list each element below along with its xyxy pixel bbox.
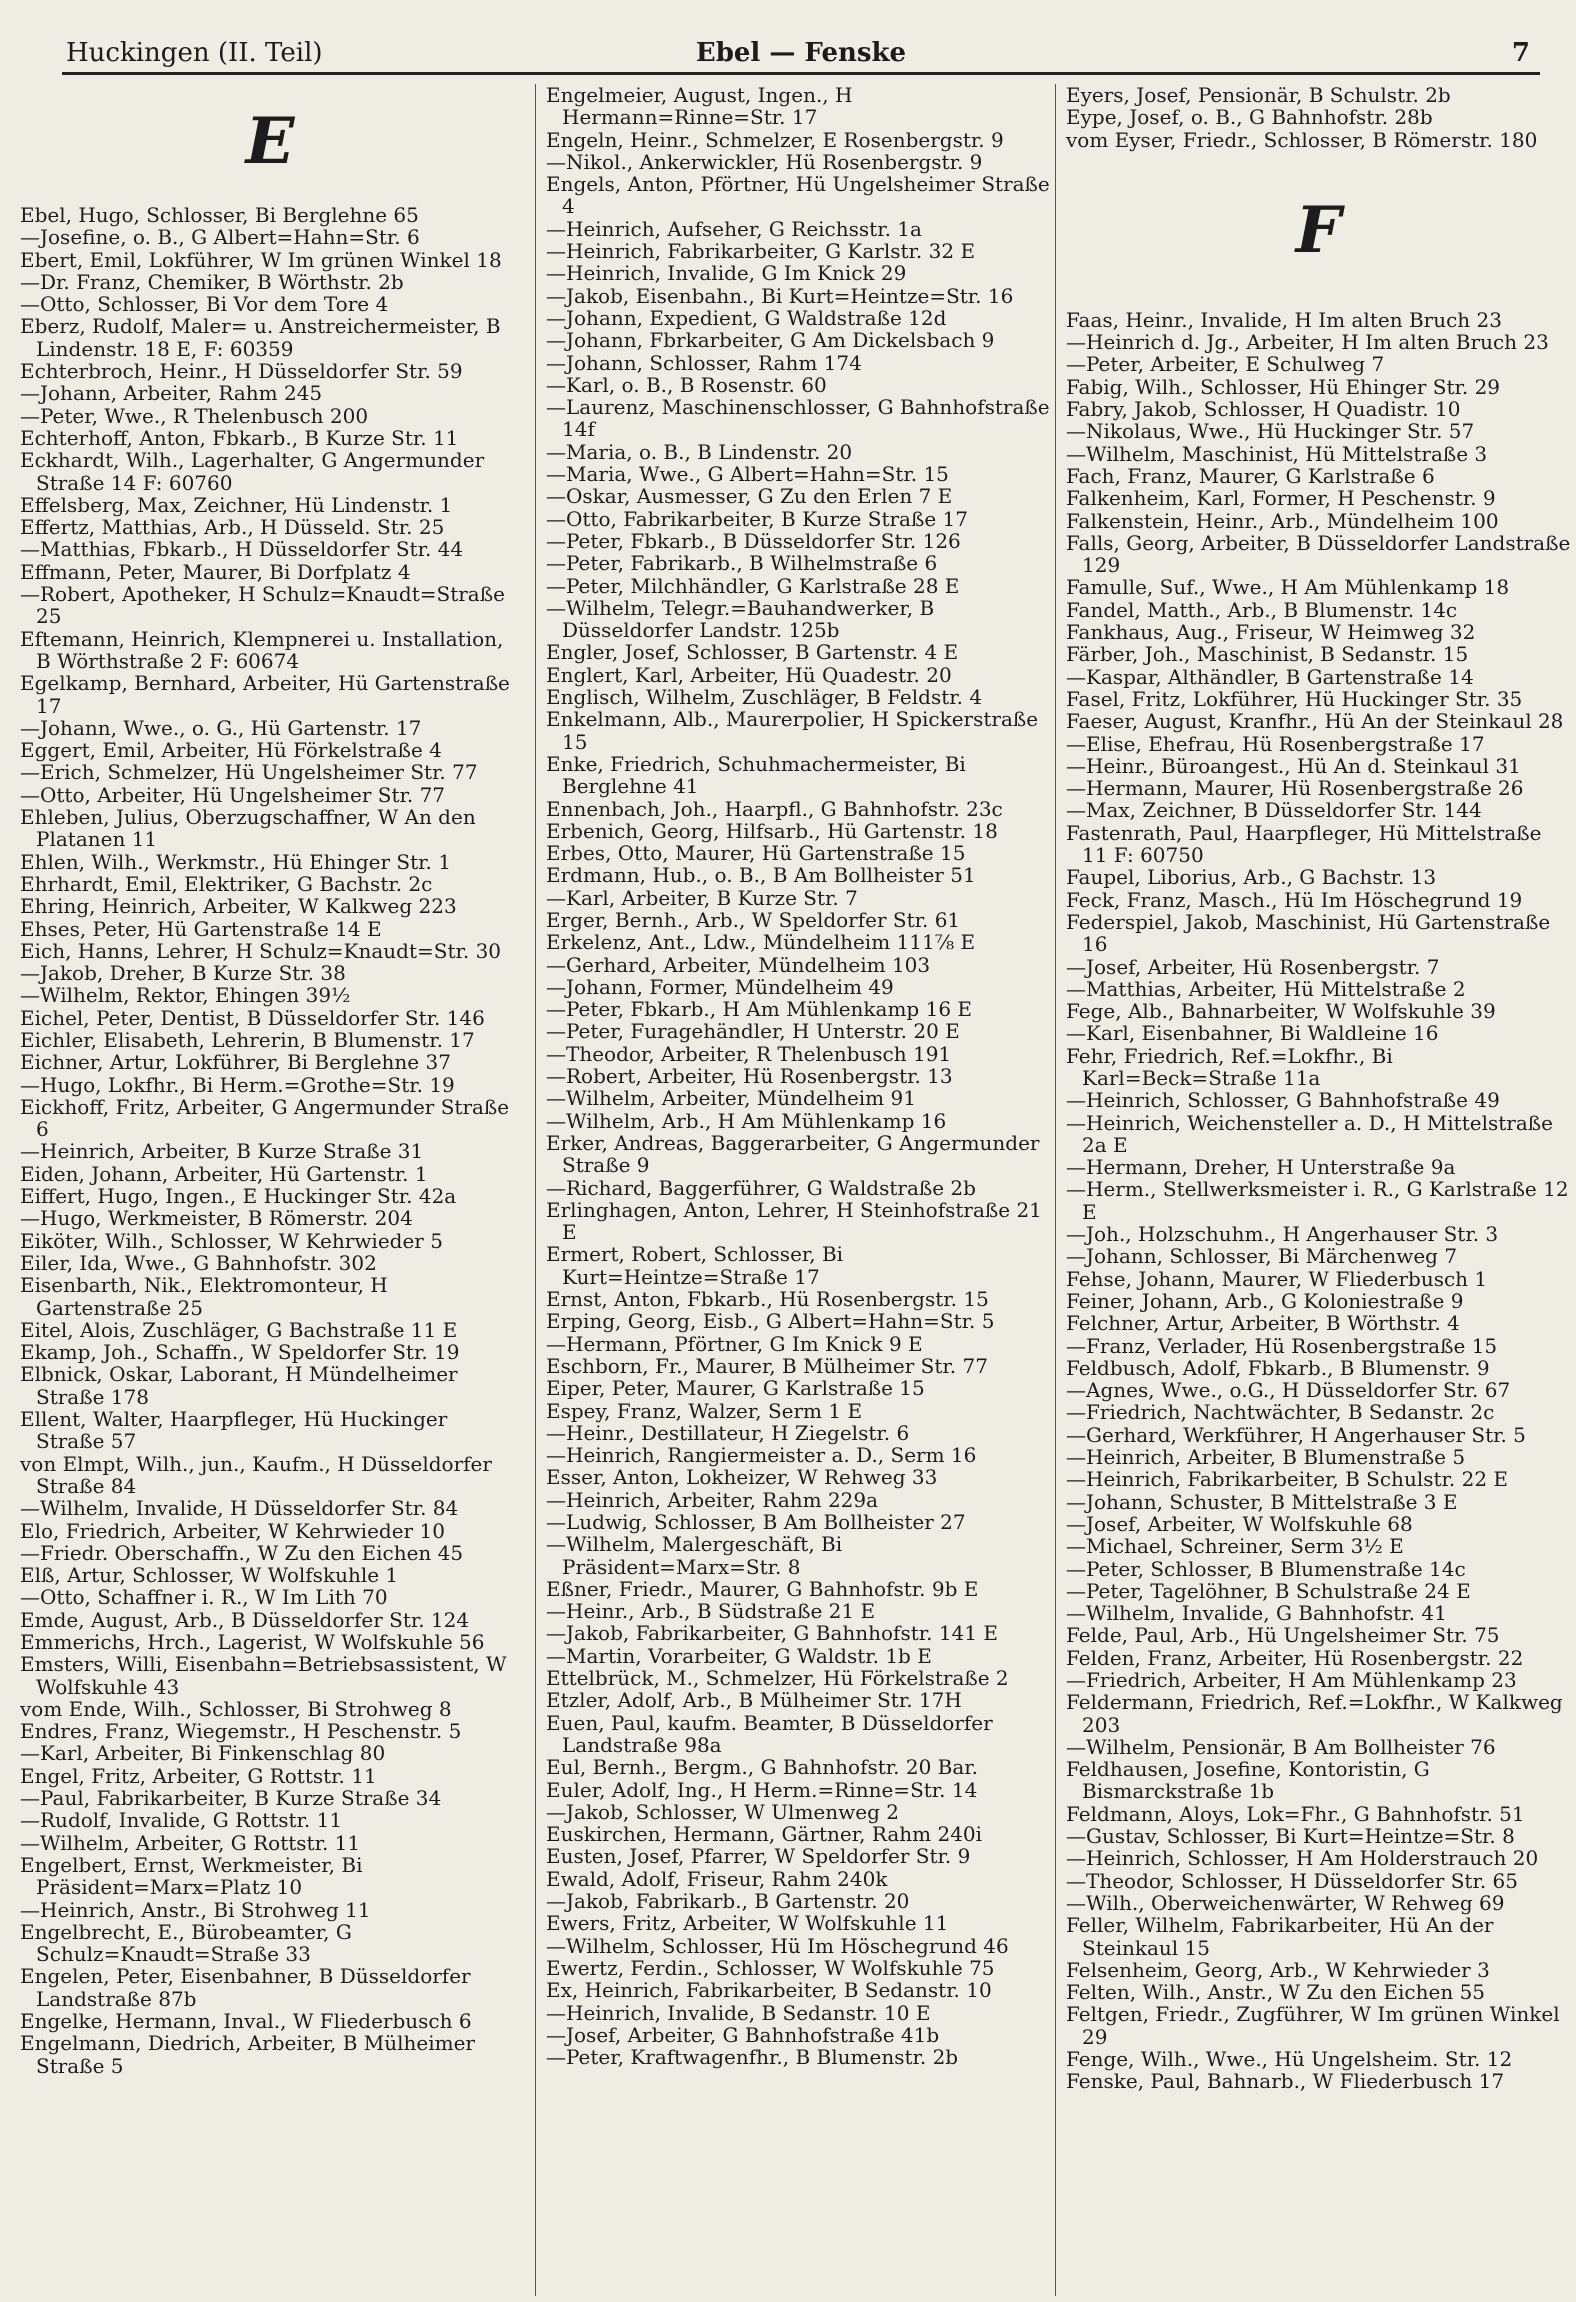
directory-entry: —Friedrich, Arbeiter, H Am Mühlenkamp 23 (1066, 1668, 1517, 1692)
directory-entry: Feck, Franz, Masch., Hü Im Höschegrund 19 (1066, 887, 1523, 912)
directory-entry: Eichner, Artur, Lokführer, Bi Berglehne 37 (20, 1050, 451, 1075)
directory-entry: Ehlen, Wilh., Werkmstr., Hü Ehinger Str. 1 (20, 849, 451, 874)
directory-entry: —Wilhelm, Invalide, H Düsseldorfer Str. 84 (20, 1496, 459, 1521)
directory-entry: —Peter, Fbkarb., H Am Mühlenkamp 16 E (546, 997, 972, 1022)
directory-entry: —Nikol., Ankerwickler, Hü Rosenbergstr. 9 (546, 149, 983, 174)
directory-entry: —Heinr., Büroangest., Hü An d. Steinkaul 31 (1066, 753, 1521, 778)
entry-list-1 (20, 204, 520, 2077)
directory-entry: —Paul, Fabrikarbeiter, B Kurze Straße 34 (20, 1786, 442, 1811)
directory-entry: Echterhoff, Anton, Fbkarb., B Kurze Str. 11 (20, 425, 459, 450)
directory-entry: Felsenheim, Georg, Arb., W Kehrwieder 3 (1066, 1957, 1490, 1982)
directory-entry: —Johann, Wwe., o. G., Hü Gartenstr. 17 (20, 715, 422, 740)
directory-entry: —Peter, Furagehändler, H Unterstr. 20 E (546, 1019, 960, 1044)
directory-entry: Eiffert, Hugo, Ingen., E Huckinger Str. 42a (20, 1184, 457, 1209)
directory-entry: —Agnes, Wwe., o.G., H Düsseldorfer Str. 67 (1066, 1378, 1511, 1403)
directory-entry: Ehleben, Julius, Oberzugschaffner, W An den Platanen 11 (20, 805, 476, 852)
directory-entry: Feldermann, Friedrich, Ref.=Lokfhr., W Kalkweg 203 (1066, 1690, 1563, 1737)
directory-entry: —Hermann, Pförtner, G Im Knick 9 E (546, 1331, 923, 1356)
directory-entry: Ellent, Walter, Haarpfleger, Hü Huckinger Straße 57 (20, 1407, 448, 1454)
directory-entry: Eschborn, Fr., Maurer, B Mülheimer Str. 77 (546, 1353, 988, 1378)
directory-entry: —Matthias, Fbkarb., H Düsseldorfer Str. 44 (20, 537, 464, 562)
directory-entry: Felde, Paul, Arb., Hü Ungelsheimer Str. 75 (1066, 1623, 1500, 1648)
directory-entry: —Heinrich, Arbeiter, B Blumenstraße 5 (1066, 1445, 1466, 1470)
directory-entry: Effmann, Peter, Maurer, Bi Dorfplatz 4 (20, 559, 411, 584)
directory-entry: —Matthias, Arbeiter, Hü Mittelstraße 2 (1066, 976, 1466, 1001)
directory-entry: —Peter, Wwe., R Thelenbusch 200 (20, 403, 369, 428)
directory-entry: —Robert, Arbeiter, Hü Rosenbergstr. 13 (546, 1064, 953, 1089)
directory-entry: Echterbroch, Heinr., H Düsseldorfer Str. 59 (20, 359, 463, 384)
directory-entry: Engelmeier, August, Ingen., H Hermann=Rinne=Str. 17 (546, 84, 853, 130)
directory-entry: Eype, Josef, o. B., G Bahnhofstr. 28b (1066, 105, 1433, 130)
directory-entry: Eckhardt, Wilh., Lagerhalter, G Angermunder Straße 14 F: 60760 (20, 448, 485, 495)
directory-entry: Engeln, Heinr., Schmelzer, E Rosenbergstr. 9 (546, 127, 1004, 152)
directory-entry: Ekamp, Joh., Schaffn., W Speldorfer Str. 19 (20, 1340, 460, 1365)
directory-entry: Ehring, Heinrich, Arbeiter, W Kalkweg 223 (20, 894, 457, 919)
directory-entry: Engels, Anton, Pförtner, Hü Ungelsheimer Straße 4 (546, 172, 1050, 219)
directory-entry: Erger, Bernh., Arb., W Speldorfer Str. 61 (546, 907, 961, 932)
directory-entry: Faupel, Liborius, Arb., G Bachstr. 13 (1066, 865, 1437, 890)
directory-column-3 (1055, 84, 1571, 2296)
directory-entry: —Michael, Schreiner, Serm 3½ E (1066, 1534, 1404, 1559)
directory-entry: Endres, Franz, Wiegemstr., H Peschenstr. 5 (20, 1719, 462, 1744)
directory-entry: —Gerhard, Werkführer, H Angerhauser Str. 5 (1066, 1422, 1526, 1447)
directory-entry: —Wilhelm, Pensionär, B Am Bollheister 76 (1066, 1734, 1496, 1759)
directory-entry: —Herm., Stellwerksmeister i. R., G Karlstraße 12 E (1066, 1177, 1569, 1224)
directory-entry: —Johann, Former, Mündelheim 49 (546, 974, 894, 999)
directory-entry: Effertz, Matthias, Arb., H Düsseld. Str. 25 (20, 515, 445, 540)
directory-entry: Euler, Adolf, Ing., H Herm.=Rinne=Str. 14 (546, 1777, 978, 1802)
directory-entry: —Wilhelm, Rektor, Ehingen 39½ (20, 983, 351, 1008)
directory-entry: —Karl, Arbeiter, Bi Finkenschlag 80 (20, 1741, 386, 1766)
directory-entry: —Johann, Fbrkarbeiter, G Am Dickelsbach 9 (546, 328, 995, 353)
directory-entry: —Heinrich, Schlosser, G Bahnhofstraße 49 (1066, 1088, 1500, 1113)
directory-entry: —Otto, Arbeiter, Hü Ungelsheimer Str. 77 (20, 782, 446, 807)
directory-entry: —Jakob, Eisenbahn., Bi Kurt=Heintze=Str. 16 (546, 283, 1014, 308)
directory-entry: —Friedrich, Nachtwächter, B Sedanstr. 2c (1066, 1400, 1495, 1425)
directory-entry: —Otto, Schaffner i. R., W Im Lith 70 (20, 1585, 388, 1610)
directory-entry: Ewertz, Ferdin., Schlosser, W Wolfskuhle 75 (546, 1955, 995, 1980)
directory-entry: —Wilhelm, Schlosser, Hü Im Höschegrund 46 (546, 1933, 1009, 1958)
directory-entry: Eggert, Emil, Arbeiter, Hü Förkelstraße 4 (20, 738, 442, 763)
directory-entry: Eiköter, Wilh., Schlosser, W Kehrwieder 5 (20, 1228, 443, 1253)
directory-entry: Engelbrecht, E., Bürobeamter, G Schulz=Knaudt=Straße 33 (20, 1919, 352, 1967)
header-name-range: Ebel — Fenske (695, 38, 907, 68)
directory-entry: —Otto, Schlosser, Bi Vor dem Tore 4 (20, 292, 389, 317)
directory-entry: Erlinghagen, Anton, Lehrer, H Steinhofstraße 21 E (546, 1197, 1042, 1245)
entry-list-2 (546, 84, 1054, 2068)
directory-entry: —Hermann, Maurer, Hü Rosenbergstraße 26 (1066, 776, 1524, 801)
directory-entry: —Johann, Schlosser, Bi Märchenweg 7 (1066, 1244, 1458, 1269)
directory-entry: —Heinrich, Schlosser, H Am Holderstrauch 20 (1066, 1846, 1539, 1871)
directory-entry: —Jakob, Fabrikarb., B Gartenstr. 20 (546, 1889, 910, 1914)
directory-entry: —Rudolf, Invalide, G Rottstr. 11 (20, 1808, 343, 1833)
directory-entry: Egelkamp, Bernhard, Arbeiter, Hü Gartenstraße 17 (20, 671, 510, 718)
entry-list-3-e (1066, 84, 1571, 151)
entry-list-3-f (1066, 309, 1571, 2093)
directory-entry: —Heinrich, Fabrikarbeiter, B Schulstr. 22 E (1066, 1467, 1509, 1492)
directory-entry: Famulle, Suf., Wwe., H Am Mühlenkamp 18 (1066, 575, 1510, 600)
directory-entry: Eßner, Friedr., Maurer, G Bahnhofstr. 9b E (546, 1576, 979, 1601)
section-letter-f: F (1295, 192, 1342, 268)
directory-entry: Erker, Andreas, Baggerarbeiter, G Angermunder Straße 9 (546, 1130, 1040, 1178)
directory-entry: Espey, Franz, Walzer, Serm 1 E (546, 1398, 863, 1423)
directory-entry: —Heinrich, Fabrikarbeiter, G Karlstr. 32 E (546, 239, 976, 264)
directory-entry: —Heinrich, Weichensteller a. D., H Mittelstraße 2a E (1066, 1110, 1553, 1157)
directory-entry: Ewald, Adolf, Friseur, Rahm 240k (546, 1866, 888, 1891)
directory-entry: —Peter, Fbkarb., B Düsseldorfer Str. 126 (546, 528, 961, 553)
directory-entry: Eul, Bernh., Bergm., G Bahnhofstr. 20 Bar. (546, 1755, 979, 1780)
directory-entry: Eisenbarth, Nik., Elektromonteur, H Gartenstraße 25 (20, 1273, 388, 1320)
directory-entry: —Ludwig, Schlosser, B Am Bollheister 27 (546, 1510, 966, 1534)
directory-entry: —Josefine, o. B., G Albert=Hahn=Str. 6 (20, 225, 420, 250)
directory-entry: —Nikolaus, Wwe., Hü Huckinger Str. 57 (1066, 419, 1475, 444)
directory-entry: Felten, Wilh., Anstr., W Zu den Eichen 55 (1066, 1980, 1486, 2005)
directory-entry: Ettelbrück, M., Schmelzer, Hü Förkelstraße 2 (546, 1666, 1009, 1691)
directory-entry: —Peter, Milchhändler, G Karlstraße 28 E (546, 573, 960, 598)
directory-entry: Ennenbach, Joh., Haarpfl., G Bahnhofstr. 23c (546, 796, 1003, 821)
directory-entry: —Richard, Baggerführer, G Waldstraße 2b (546, 1175, 976, 1200)
directory-entry: Ermert, Robert, Schlosser, Bi Kurt=Heintze=Straße 17 (546, 1242, 844, 1289)
directory-entry: Erbenich, Georg, Hilfsarb., Hü Gartenstr. 18 (546, 818, 998, 843)
directory-entry: —Heinrich, Invalide, B Sedanstr. 10 E (546, 2000, 931, 2025)
directory-entry: Eich, Hanns, Lehrer, H Schulz=Knaudt=Str. 30 (20, 938, 502, 963)
directory-entry: Falls, Georg, Arbeiter, B Düsseldorfer Landstraße 129 (1066, 530, 1571, 578)
directory-entry: —Theodor, Schlosser, H Düsseldorfer Str. 65 (1066, 1868, 1518, 1893)
directory-entry: Eftemann, Heinrich, Klempnerei u. Installation, B Wörthstraße 2 F: 60674 (20, 626, 504, 673)
directory-entry: —Wilhelm, Invalide, G Bahnhofstr. 41 (1066, 1601, 1447, 1626)
directory-entry: —Wilhelm, Arb., H Am Mühlenkamp 16 (546, 1108, 947, 1133)
directory-entry: Fenge, Wilh., Wwe., Hü Ungelsheim. Str. 12 (1066, 2047, 1513, 2072)
directory-entry: Eiler, Ida, Wwe., G Bahnhofstr. 302 (20, 1250, 377, 1275)
directory-entry: Emde, August, Arb., B Düsseldorfer Str. 124 (20, 1607, 470, 1632)
directory-entry: vom Eyser, Friedr., Schlosser, B Römerstr. 180 (1066, 127, 1538, 152)
directory-entry: —Karl, Arbeiter, B Kurze Str. 7 (546, 885, 858, 910)
directory-entry: Euen, Paul, kaufm. Beamter, B Düsseldorfer Landstraße 98a (546, 1710, 993, 1757)
directory-entry: Falkenstein, Heinr., Arb., Mündelheim 100 (1066, 508, 1499, 533)
directory-entry: Ebert, Emil, Lokführer, W Im grünen Winkel 18 (20, 247, 502, 272)
directory-entry: Elo, Friedrich, Arbeiter, W Kehrwieder 10 (20, 1518, 445, 1543)
directory-entry: —Heinrich, Aufseher, G Reichsstr. 1a (546, 216, 922, 241)
directory-entry: —Theodor, Arbeiter, R Thelenbusch 191 (546, 1041, 952, 1066)
directory-entry: Ebel, Hugo, Schlosser, Bi Berglehne 65 (20, 203, 419, 227)
directory-entry: Felden, Franz, Arbeiter, Hü Rosenbergstr. 22 (1066, 1645, 1524, 1670)
directory-entry: —Joh., Holzschuhm., H Angerhauser Str. 3 (1066, 1222, 1499, 1247)
directory-entry: Fege, Alb., Bahnarbeiter, W Wolfskuhle 39 (1066, 999, 1496, 1024)
directory-entry: Feller, Wilhelm, Fabrikarbeiter, Hü An der Steinkaul 15 (1066, 1913, 1494, 1960)
directory-entry: Fehr, Friedrich, Ref.=Lokfhr., Bi Karl=Beck=Straße 11a (1066, 1043, 1393, 1090)
directory-entry: Felchner, Artur, Arbeiter, B Wörthstr. 4 (1066, 1311, 1460, 1336)
directory-entry: —Friedr. Oberschaffn., W Zu den Eichen 45 (20, 1540, 464, 1565)
directory-entry: Feldbusch, Adolf, Fbkarb., B Blumenstr. 9 (1066, 1355, 1490, 1380)
directory-entry: Färber, Joh., Maschinist, B Sedanstr. 15 (1066, 642, 1469, 667)
directory-entry: —Peter, Kraftwagenfhr., B Blumenstr. 2b (546, 2045, 959, 2070)
directory-entry: —Max, Zeichner, B Düsseldorfer Str. 144 (1066, 798, 1482, 823)
directory-entry: Eichel, Peter, Dentist, B Düsseldorfer Str. 146 (20, 1005, 485, 1030)
directory-entry: Engelke, Hermann, Inval., W Fliederbusch 6 (20, 2009, 472, 2034)
directory-entry: Erbes, Otto, Maurer, Hü Gartenstraße 15 (546, 841, 966, 866)
directory-entry: Fasel, Fritz, Lokführer, Hü Huckinger Str. 35 (1066, 686, 1523, 711)
directory-entry: —Heinr., Destillateur, H Ziegelstr. 6 (546, 1420, 910, 1445)
directory-entry: —Josef, Arbeiter, Hü Rosenbergstr. 7 (1066, 954, 1440, 979)
directory-entry: —Jakob, Schlosser, W Ulmenweg 2 (546, 1799, 899, 1824)
directory-entry: Engel, Fritz, Arbeiter, G Rottstr. 11 (20, 1763, 377, 1788)
directory-entry: Emmerichs, Hrch., Lagerist, W Wolfskuhle 56 (20, 1630, 485, 1654)
directory-entry: Fach, Franz, Maurer, G Karlstraße 6 (1066, 463, 1435, 488)
directory-entry: Eyers, Josef, Pensionär, B Schulstr. 2b (1066, 84, 1451, 107)
directory-entry: Engler, Josef, Schlosser, B Gartenstr. 4 E (546, 640, 959, 665)
directory-entry: Eickhoff, Fritz, Arbeiter, G Angermunder Straße 6 (20, 1094, 510, 1142)
directory-entry: vom Ende, Wilh., Schlosser, Bi Strohweg 8 (20, 1696, 452, 1721)
directory-entry: —Karl, Eisenbahner, Bi Waldleine 16 (1066, 1021, 1439, 1046)
directory-entry: Emsters, Willi, Eisenbahn=Betriebsassistent, W Wolfskuhle 43 (20, 1652, 507, 1699)
directory-entry: —Peter, Schlosser, B Blumenstraße 14c (1066, 1556, 1466, 1581)
directory-entry: —Josef, Arbeiter, W Wolfskuhle 68 (1066, 1511, 1413, 1536)
directory-entry: —Maria, o. B., B Lindenstr. 20 (546, 439, 853, 464)
directory-entry: Englert, Karl, Arbeiter, Hü Quadestr. 20 (546, 662, 952, 687)
directory-entry: —Wilhelm, Telegr.=Bauhandwerker, B Düsseldorfer Landstr. 125b (546, 595, 935, 643)
directory-entry: —Jakob, Dreher, B Kurze Str. 38 (20, 961, 346, 986)
directory-entry: —Johann, Arbeiter, Rahm 245 (20, 381, 323, 406)
directory-entry: Ehses, Peter, Hü Gartenstraße 14 E (20, 916, 382, 941)
directory-entry: Fandel, Matth., Arb., B Blumenstr. 14c (1066, 597, 1458, 622)
directory-entry: Eiden, Johann, Arbeiter, Hü Gartenstr. 1 (20, 1161, 428, 1186)
directory-entry: —Hugo, Lokfhr., Bi Herm.=Grothe=Str. 19 (20, 1072, 455, 1097)
directory-entry: —Laurenz, Maschinenschlosser, G Bahnhofstraße 14f (546, 395, 1050, 442)
directory-entry: Effelsberg, Max, Zeichner, Hü Lindenstr. 1 (20, 492, 453, 517)
directory-entry: —Johann, Expedient, G Waldstraße 12d (546, 305, 947, 330)
directory-entry: Fehse, Johann, Maurer, W Fliederbusch 1 (1066, 1266, 1488, 1291)
directory-entry: Etzler, Adolf, Arb., B Mülheimer Str. 17H (546, 1688, 962, 1713)
directory-entry: Faeser, August, Kranfhr., Hü An der Steinkaul 28 (1066, 709, 1564, 734)
directory-entry: Engelbert, Ernst, Werkmeister, Bi Präsident=Marx=Platz 10 (20, 1852, 363, 1900)
directory-entry: —Heinrich d. Jg., Arbeiter, H Im alten Bruch 23 (1066, 330, 1549, 355)
directory-entry: Elbnick, Oskar, Laborant, H Mündelheimer Straße 178 (20, 1362, 458, 1409)
directory-entry: Enkelmann, Alb., Maurerpolier, H Spickerstraße 15 (546, 707, 1039, 754)
directory-entry: —Gustav, Schlosser, Bi Kurt=Heintze=Str. 8 (1066, 1824, 1515, 1849)
directory-entry: Ehrhardt, Emil, Elektriker, G Bachstr. 2c (20, 871, 433, 896)
directory-entry: —Heinrich, Arbeiter, Rahm 229a (546, 1487, 879, 1512)
directory-entry: —Johann, Schuster, B Mittelstraße 3 E (1066, 1489, 1458, 1514)
directory-entry: —Wilh., Oberweichenwärter, W Rehweg 69 (1066, 1890, 1505, 1915)
directory-entry: —Jakob, Fabrikarbeiter, G Bahnhofstr. 141 E (546, 1621, 998, 1646)
directory-entry: Fenske, Paul, Bahnarb., W Fliederbusch 17 (1066, 2069, 1505, 2094)
directory-entry: Enke, Friedrich, Schuhmachermeister, Bi Berglehne 41 (546, 751, 966, 799)
directory-entry: Fankhaus, Aug., Friseur, W Heimweg 32 (1066, 620, 1476, 645)
directory-entry: Feltgen, Friedr., Zugführer, W Im grünen Winkel 29 (1066, 2002, 1560, 2049)
section-letter-e: E (245, 104, 295, 179)
directory-entry: —Dr. Franz, Chemiker, B Wörthstr. 2b (20, 269, 404, 294)
directory-entry: Englisch, Wilhelm, Zuschläger, B Feldstr. 4 (546, 685, 983, 710)
header-district: Huckingen (II. Teil) (66, 38, 323, 68)
header-page-number: 7 (1511, 38, 1530, 68)
directory-entry: —Johann, Schlosser, Rahm 174 (546, 350, 862, 375)
directory-entry: Eusten, Josef, Pfarrer, W Speldorfer Str. 9 (546, 1844, 971, 1869)
directory-entry: —Heinrich, Rangiermeister a. D., Serm 16 (546, 1443, 977, 1468)
directory-entry: —Heinrich, Anstr., Bi Strohweg 11 (20, 1897, 371, 1922)
directory-entry: Ex, Heinrich, Fabrikarbeiter, B Sedanstr. 10 (546, 1978, 992, 2003)
directory-entry: Engelen, Peter, Eisenbahner, B Düsseldorfer Landstraße 87b (20, 1964, 471, 2011)
directory-entry: Eitel, Alois, Zuschläger, G Bachstraße 11 E (20, 1317, 458, 1342)
directory-entry: —Heinrich, Invalide, G Im Knick 29 (546, 261, 907, 286)
directory-entry: —Hermann, Dreher, H Unterstraße 9a (1066, 1155, 1456, 1180)
directory-entry: Fastenrath, Paul, Haarpfleger, Hü Mittelstraße 11 F: 60750 (1066, 820, 1542, 868)
directory-entry: Ewers, Fritz, Arbeiter, W Wolfskuhle 11 (546, 1911, 949, 1936)
directory-entry: —Oskar, Ausmesser, G Zu den Erlen 7 E (546, 484, 953, 509)
directory-column-2 (535, 84, 1054, 2296)
directory-entry: —Martin, Vorarbeiter, G Waldstr. 1b E (546, 1643, 932, 1668)
directory-entry: Ernst, Anton, Fbkarb., Hü Rosenbergstr. 15 (546, 1287, 989, 1312)
directory-entry: Fabry, Jakob, Schlosser, H Quadistr. 10 (1066, 397, 1461, 422)
directory-entry: Eiper, Peter, Maurer, G Karlstraße 15 (546, 1376, 925, 1401)
directory-entry: Feldmann, Aloys, Lok=Fhr., G Bahnhofstr. 51 (1066, 1801, 1525, 1826)
directory-entry: Esser, Anton, Lokheizer, W Rehweg 33 (546, 1465, 938, 1490)
directory-entry: Euskirchen, Hermann, Gärtner, Rahm 240i (546, 1822, 983, 1847)
directory-entry: von Elmpt, Wilh., jun., Kaufm., H Düsseldorfer Straße 84 (20, 1451, 492, 1498)
directory-entry: —Wilhelm, Arbeiter, G Rottstr. 11 (20, 1830, 361, 1855)
directory-entry: Erdmann, Hub., o. B., B Am Bollheister 51 (546, 863, 976, 888)
directory-entry: —Erich, Schmelzer, Hü Ungelsheimer Str. 77 (20, 760, 478, 785)
directory-entry: Erkelenz, Ant., Ldw., Mündelheim 111⅞ E (546, 930, 976, 955)
directory-column-1 (20, 84, 520, 2296)
directory-entry: —Gerhard, Arbeiter, Mündelheim 103 (546, 952, 931, 977)
page-header (62, 32, 1540, 75)
directory-entry: Eichler, Elisabeth, Lehrerin, B Blumenstr. 17 (20, 1027, 475, 1052)
directory-entry: —Josef, Arbeiter, G Bahnhofstraße 41b (546, 2022, 940, 2047)
directory-entry: —Heinr., Arb., B Südstraße 21 E (546, 1599, 876, 1624)
directory-entry: —Kaspar, Althändler, B Gartenstraße 14 (1066, 664, 1474, 689)
directory-entry: —Hugo, Werkmeister, B Römerstr. 204 (20, 1206, 413, 1231)
directory-entry: Fabig, Wilh., Schlosser, Hü Ehinger Str. 29 (1066, 374, 1501, 399)
directory-entry: Feldhausen, Josefine, Kontoristin, G Bismarckstraße 1b (1066, 1757, 1430, 1804)
directory-entry: —Robert, Apotheker, H Schulz=Knaudt=Straße 25 (20, 582, 505, 629)
directory-entry: —Wilhelm, Malergeschäft, Bi Präsident=Marx=Str. 8 (546, 1532, 843, 1579)
directory-entry: —Peter, Arbeiter, E Schulweg 7 (1066, 352, 1385, 377)
directory-entry: —Elise, Ehefrau, Hü Rosenbergstraße 17 (1066, 731, 1485, 756)
directory-entry: Engelmann, Diedrich, Arbeiter, B Mülheimer Straße 5 (20, 2031, 475, 2078)
directory-entry: —Maria, Wwe., G Albert=Hahn=Str. 15 (546, 462, 949, 487)
directory-entry: —Otto, Fabrikarbeiter, B Kurze Straße 17 (546, 506, 968, 531)
directory-entry: —Heinrich, Arbeiter, B Kurze Straße 31 (20, 1139, 424, 1164)
directory-entry: Eberz, Rudolf, Maler= u. Anstreichermeister, B Lindenstr. 18 E, F: 60359 (20, 314, 501, 361)
directory-entry: —Peter, Fabrikarb., B Wilhelmstraße 6 (546, 551, 938, 576)
directory-entry: Elß, Artur, Schlosser, W Wolfskuhle 1 (20, 1563, 399, 1588)
directory-entry: —Peter, Tagelöhner, B Schulstraße 24 E (1066, 1578, 1471, 1603)
directory-entry: Feiner, Johann, Arb., G Koloniestraße 9 (1066, 1288, 1464, 1313)
directory-entry: —Karl, o. B., B Rosenstr. 60 (546, 372, 827, 397)
directory-entry: —Wilhelm, Maschinist, Hü Mittelstraße 3 (1066, 441, 1488, 466)
directory-entry: —Wilhelm, Arbeiter, Mündelheim 91 (546, 1086, 916, 1111)
directory-entry: —Franz, Verlader, Hü Rosenbergstraße 15 (1066, 1333, 1498, 1358)
directory-entry: Federspiel, Jakob, Maschinist, Hü Gartenstraße 16 (1066, 909, 1551, 957)
directory-entry: Falkenheim, Karl, Former, H Peschenstr. 9 (1066, 486, 1496, 511)
directory-entry: Faas, Heinr., Invalide, H Im alten Bruch 23 (1066, 307, 1502, 332)
directory-entry: Erping, Georg, Eisb., G Albert=Hahn=Str. 5 (546, 1309, 995, 1334)
